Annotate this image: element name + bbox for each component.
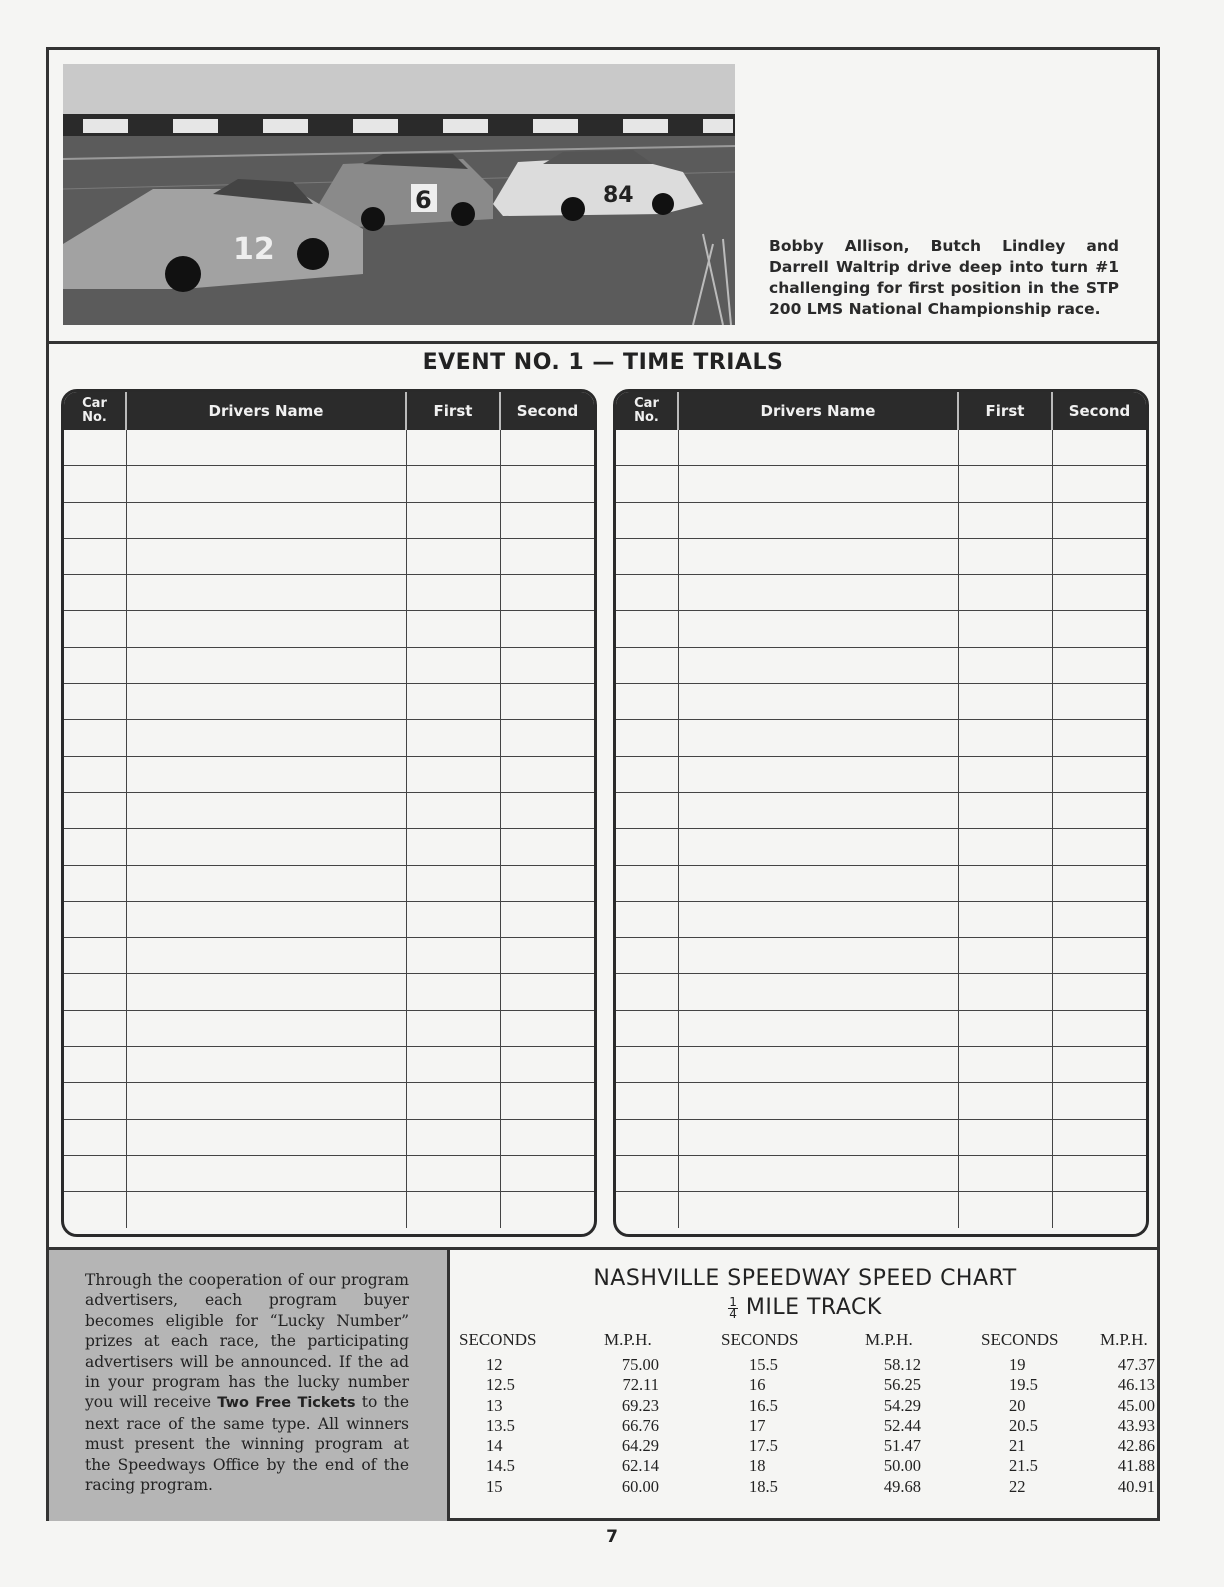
second-time-cell[interactable] bbox=[1052, 720, 1146, 756]
driver-name-cell[interactable] bbox=[678, 938, 958, 974]
driver-name-cell[interactable] bbox=[678, 1083, 958, 1119]
driver-name-cell[interactable] bbox=[126, 538, 406, 574]
car-no-cell[interactable] bbox=[64, 756, 126, 792]
mph-value: 60.00 bbox=[621, 1476, 659, 1496]
table-row bbox=[64, 1155, 594, 1191]
mph-value: 42.86 bbox=[1117, 1436, 1155, 1456]
car-no-cell[interactable] bbox=[616, 1192, 678, 1228]
table-row bbox=[64, 684, 594, 720]
car-no-cell[interactable] bbox=[64, 1119, 126, 1155]
second-time-cell[interactable] bbox=[500, 538, 594, 574]
second-time-cell[interactable] bbox=[1052, 756, 1146, 792]
second-time-cell[interactable] bbox=[500, 938, 594, 974]
car-number-84: 84 bbox=[603, 183, 634, 208]
second-time-cell[interactable] bbox=[500, 1192, 594, 1228]
driver-name-cell[interactable] bbox=[126, 466, 406, 502]
driver-name-cell[interactable] bbox=[126, 1083, 406, 1119]
table-row bbox=[616, 1047, 1146, 1083]
first-time-cell[interactable] bbox=[406, 1083, 500, 1119]
first-time-cell[interactable] bbox=[406, 647, 500, 683]
seconds-value: 13 bbox=[486, 1395, 503, 1415]
table-row bbox=[616, 1192, 1146, 1228]
bottom-section bbox=[49, 1247, 1157, 1521]
lucky-number-box bbox=[49, 1250, 450, 1521]
driver-name-cell[interactable] bbox=[126, 1155, 406, 1191]
first-time-cell[interactable] bbox=[406, 611, 500, 647]
driver-name-cell[interactable] bbox=[126, 1010, 406, 1046]
mph-value: 58.12 bbox=[883, 1355, 921, 1374]
second-time-cell[interactable] bbox=[1052, 829, 1146, 865]
car-no-cell[interactable] bbox=[64, 1047, 126, 1083]
driver-name-cell[interactable] bbox=[678, 430, 958, 466]
car-no-cell[interactable] bbox=[64, 901, 126, 937]
driver-name-cell[interactable] bbox=[678, 756, 958, 792]
driver-name-cell[interactable] bbox=[678, 1047, 958, 1083]
table-row bbox=[616, 1119, 1146, 1155]
driver-name-cell[interactable] bbox=[126, 1047, 406, 1083]
driver-name-cell[interactable] bbox=[678, 538, 958, 574]
first-time-cell[interactable] bbox=[406, 466, 500, 502]
second-time-cell[interactable] bbox=[1052, 611, 1146, 647]
first-time-cell[interactable] bbox=[406, 974, 500, 1010]
second-time-cell[interactable] bbox=[1052, 1119, 1146, 1155]
car-no-cell[interactable] bbox=[64, 502, 126, 538]
car-no-cell[interactable] bbox=[64, 1155, 126, 1191]
car-no-cell[interactable] bbox=[616, 865, 678, 901]
car-no-cell[interactable] bbox=[64, 865, 126, 901]
second-time-cell[interactable] bbox=[1052, 538, 1146, 574]
car-no-cell[interactable] bbox=[616, 1119, 678, 1155]
car-number-12: 12 bbox=[233, 232, 275, 267]
car-no-cell[interactable] bbox=[64, 720, 126, 756]
car-no-cell[interactable] bbox=[616, 901, 678, 937]
driver-name-cell[interactable] bbox=[678, 1119, 958, 1155]
first-time-cell[interactable] bbox=[406, 538, 500, 574]
mph-value: 40.91 bbox=[1117, 1476, 1155, 1496]
first-time-cell[interactable] bbox=[958, 611, 1052, 647]
mph-header: M.P.H. bbox=[865, 1330, 913, 1349]
second-time-cell[interactable] bbox=[500, 720, 594, 756]
first-time-cell[interactable] bbox=[406, 792, 500, 828]
car-no-cell[interactable] bbox=[616, 1155, 678, 1191]
mph-value: 50.00 bbox=[883, 1456, 921, 1476]
car-no-cell[interactable] bbox=[616, 1010, 678, 1046]
table-row bbox=[64, 466, 594, 502]
first-time-cell[interactable] bbox=[406, 1192, 500, 1228]
table-row bbox=[616, 1083, 1146, 1119]
driver-name-cell[interactable] bbox=[678, 792, 958, 828]
car-no-cell[interactable] bbox=[616, 829, 678, 865]
first-time-cell[interactable] bbox=[406, 1119, 500, 1155]
driver-name-cell[interactable] bbox=[126, 865, 406, 901]
mph-value: 75.00 bbox=[621, 1355, 659, 1374]
car-no-cell[interactable] bbox=[64, 430, 126, 466]
seconds-column bbox=[749, 1355, 778, 1497]
driver-name-cell[interactable] bbox=[126, 756, 406, 792]
table-row bbox=[616, 647, 1146, 683]
event-title: EVENT NO. 1 — TIME TRIALS bbox=[422, 350, 784, 375]
speed-chart-title: NASHVILLE SPEEDWAY SPEED CHART bbox=[593, 1266, 1017, 1291]
table-row bbox=[616, 792, 1146, 828]
second-time-cell[interactable] bbox=[500, 1047, 594, 1083]
second-time-cell[interactable] bbox=[500, 647, 594, 683]
mph-value: 46.13 bbox=[1117, 1375, 1155, 1395]
table-row bbox=[616, 1155, 1146, 1191]
first-time-cell[interactable] bbox=[958, 720, 1052, 756]
seconds-value: 20 bbox=[1009, 1395, 1026, 1415]
seconds-value: 13.5 bbox=[486, 1415, 515, 1435]
driver-name-cell[interactable] bbox=[126, 502, 406, 538]
seconds-value: 15 bbox=[486, 1476, 503, 1496]
header-first: First bbox=[406, 392, 500, 430]
table-row bbox=[616, 720, 1146, 756]
car-no-cell[interactable] bbox=[64, 1010, 126, 1046]
driver-name-cell[interactable] bbox=[126, 1192, 406, 1228]
driver-name-cell[interactable] bbox=[126, 720, 406, 756]
table-row bbox=[64, 538, 594, 574]
car-no-cell[interactable] bbox=[64, 974, 126, 1010]
car-no-cell[interactable] bbox=[616, 720, 678, 756]
seconds-value: 19.5 bbox=[1009, 1375, 1038, 1395]
second-time-cell[interactable] bbox=[500, 684, 594, 720]
first-time-cell[interactable] bbox=[958, 647, 1052, 683]
driver-name-cell[interactable] bbox=[678, 901, 958, 937]
table-row bbox=[64, 647, 594, 683]
second-time-cell[interactable] bbox=[500, 974, 594, 1010]
speed-chart-subtitle: $\frac{1}{4}$ MILE TRACK bbox=[729, 1294, 882, 1321]
first-time-cell[interactable] bbox=[958, 430, 1052, 466]
mph-value: 43.93 bbox=[1117, 1415, 1155, 1435]
mph-value: 62.14 bbox=[621, 1456, 659, 1476]
first-time-cell[interactable] bbox=[406, 901, 500, 937]
table-row bbox=[616, 502, 1146, 538]
driver-name-cell[interactable] bbox=[126, 647, 406, 683]
car-no-cell[interactable] bbox=[616, 502, 678, 538]
mph-value: 45.00 bbox=[1117, 1395, 1155, 1415]
first-time-cell[interactable] bbox=[958, 1119, 1052, 1155]
first-time-cell[interactable] bbox=[958, 1010, 1052, 1046]
first-time-cell[interactable] bbox=[958, 865, 1052, 901]
first-time-cell[interactable] bbox=[958, 938, 1052, 974]
header-first: First bbox=[958, 392, 1052, 430]
mph-value: 49.68 bbox=[883, 1476, 921, 1496]
driver-name-cell[interactable] bbox=[678, 466, 958, 502]
first-time-cell[interactable] bbox=[958, 1155, 1052, 1191]
seconds-value: 15.5 bbox=[749, 1355, 778, 1374]
seconds-column bbox=[1009, 1355, 1038, 1497]
table-row bbox=[64, 756, 594, 792]
first-time-cell[interactable] bbox=[958, 1192, 1052, 1228]
car-number-6: 6 bbox=[415, 186, 432, 214]
car-no-cell[interactable] bbox=[616, 974, 678, 1010]
first-time-cell[interactable] bbox=[406, 1010, 500, 1046]
second-time-cell[interactable] bbox=[1052, 1155, 1146, 1191]
second-time-cell[interactable] bbox=[1052, 1083, 1146, 1119]
table-row bbox=[616, 938, 1146, 974]
seconds-column bbox=[486, 1355, 515, 1497]
car-no-cell[interactable] bbox=[64, 647, 126, 683]
table-row bbox=[64, 1010, 594, 1046]
second-time-cell[interactable] bbox=[1052, 901, 1146, 937]
table-row bbox=[616, 756, 1146, 792]
header-second: Second bbox=[1052, 392, 1146, 430]
table-row bbox=[64, 1119, 594, 1155]
first-time-cell[interactable] bbox=[406, 829, 500, 865]
seconds-value: 20.5 bbox=[1009, 1415, 1038, 1435]
first-time-cell[interactable] bbox=[406, 430, 500, 466]
table-row bbox=[64, 829, 594, 865]
driver-name-cell[interactable] bbox=[126, 1119, 406, 1155]
seconds-value: 16 bbox=[749, 1375, 766, 1395]
driver-name-cell[interactable] bbox=[678, 575, 958, 611]
driver-name-cell[interactable] bbox=[678, 1155, 958, 1191]
table-row bbox=[64, 938, 594, 974]
mph-header: M.P.H. bbox=[604, 1330, 652, 1349]
car-no-cell[interactable] bbox=[616, 684, 678, 720]
driver-name-cell[interactable] bbox=[126, 575, 406, 611]
second-time-cell[interactable] bbox=[1052, 1047, 1146, 1083]
seconds-value: 22 bbox=[1009, 1476, 1026, 1496]
second-time-cell[interactable] bbox=[500, 865, 594, 901]
page-frame bbox=[46, 47, 1160, 1521]
table-row bbox=[64, 502, 594, 538]
second-time-cell[interactable] bbox=[500, 466, 594, 502]
car-no-cell[interactable] bbox=[616, 1047, 678, 1083]
second-time-cell[interactable] bbox=[500, 901, 594, 937]
car-no-cell[interactable] bbox=[64, 792, 126, 828]
mph-header: M.P.H. bbox=[1100, 1330, 1148, 1349]
car-no-cell[interactable] bbox=[616, 938, 678, 974]
first-time-cell[interactable] bbox=[406, 1047, 500, 1083]
table-row bbox=[616, 901, 1146, 937]
first-time-cell[interactable] bbox=[406, 938, 500, 974]
seconds-value: 16.5 bbox=[749, 1395, 778, 1415]
table-row bbox=[616, 538, 1146, 574]
first-time-cell[interactable] bbox=[406, 502, 500, 538]
seconds-value: 18 bbox=[749, 1456, 766, 1476]
table-row bbox=[616, 611, 1146, 647]
table-row bbox=[64, 1047, 594, 1083]
second-time-cell[interactable] bbox=[1052, 1192, 1146, 1228]
seconds-value: 19 bbox=[1009, 1355, 1026, 1374]
second-time-cell[interactable] bbox=[1052, 575, 1146, 611]
seconds-value: 14 bbox=[486, 1436, 503, 1456]
second-time-cell[interactable] bbox=[1052, 430, 1146, 466]
first-time-cell[interactable] bbox=[958, 756, 1052, 792]
seconds-value: 17 bbox=[749, 1415, 766, 1435]
second-time-cell[interactable] bbox=[500, 756, 594, 792]
car-no-cell[interactable] bbox=[64, 829, 126, 865]
seconds-value: 12 bbox=[486, 1355, 503, 1374]
first-time-cell[interactable] bbox=[958, 901, 1052, 937]
time-trials-table-right bbox=[613, 389, 1149, 1237]
table-row bbox=[64, 575, 594, 611]
seconds-value: 14.5 bbox=[486, 1456, 515, 1476]
mph-value: 41.88 bbox=[1117, 1456, 1155, 1476]
table-row bbox=[616, 974, 1146, 1010]
table-row bbox=[616, 466, 1146, 502]
second-time-cell[interactable] bbox=[1052, 466, 1146, 502]
first-time-cell[interactable] bbox=[406, 684, 500, 720]
mph-column bbox=[861, 1355, 921, 1497]
first-time-cell[interactable] bbox=[958, 684, 1052, 720]
first-time-cell[interactable] bbox=[958, 575, 1052, 611]
seconds-header: SECONDS bbox=[981, 1330, 1059, 1349]
mph-value: 52.44 bbox=[883, 1415, 921, 1435]
second-time-cell[interactable] bbox=[500, 611, 594, 647]
car-no-cell[interactable] bbox=[616, 1083, 678, 1119]
second-time-cell[interactable] bbox=[1052, 938, 1146, 974]
driver-name-cell[interactable] bbox=[126, 829, 406, 865]
driver-name-cell[interactable] bbox=[678, 502, 958, 538]
first-time-cell[interactable] bbox=[406, 1155, 500, 1191]
driver-name-cell[interactable] bbox=[678, 865, 958, 901]
second-time-cell[interactable] bbox=[1052, 865, 1146, 901]
table-row bbox=[616, 829, 1146, 865]
header-second: Second bbox=[500, 392, 594, 430]
seconds-value: 18.5 bbox=[749, 1476, 778, 1496]
first-time-cell[interactable] bbox=[958, 792, 1052, 828]
race-photo bbox=[63, 64, 735, 325]
page-number: 7 bbox=[606, 1527, 618, 1547]
driver-name-cell[interactable] bbox=[126, 974, 406, 1010]
first-time-cell[interactable] bbox=[958, 538, 1052, 574]
driver-name-cell[interactable] bbox=[126, 792, 406, 828]
table-row bbox=[616, 684, 1146, 720]
header-car-no: Car No. bbox=[616, 392, 678, 430]
car-no-cell[interactable] bbox=[64, 466, 126, 502]
table-row bbox=[64, 974, 594, 1010]
mph-value: 51.47 bbox=[883, 1436, 921, 1456]
second-time-cell[interactable] bbox=[500, 575, 594, 611]
car-no-cell[interactable] bbox=[616, 430, 678, 466]
second-time-cell[interactable] bbox=[500, 1083, 594, 1119]
second-time-cell[interactable] bbox=[500, 1119, 594, 1155]
car-no-cell[interactable] bbox=[616, 466, 678, 502]
mph-column bbox=[599, 1355, 659, 1497]
second-time-cell[interactable] bbox=[500, 792, 594, 828]
table-row bbox=[64, 1083, 594, 1119]
header-drivers-name: Drivers Name bbox=[678, 392, 958, 430]
header-drivers-name: Drivers Name bbox=[126, 392, 406, 430]
driver-name-cell[interactable] bbox=[678, 647, 958, 683]
seconds-header: SECONDS bbox=[721, 1330, 799, 1349]
car-no-cell[interactable] bbox=[64, 611, 126, 647]
photo-caption: Bobby Allison, Butch Lindley and Darrell Waltrip drive deep into turn #1 challenging for first position in the STP 200 LMS National Championship race. bbox=[769, 237, 1119, 318]
first-time-cell[interactable] bbox=[958, 502, 1052, 538]
table-row bbox=[616, 575, 1146, 611]
second-time-cell[interactable] bbox=[1052, 684, 1146, 720]
table-row bbox=[616, 1010, 1146, 1046]
car-no-cell[interactable] bbox=[616, 756, 678, 792]
table-row bbox=[64, 430, 594, 466]
first-time-cell[interactable] bbox=[958, 1047, 1052, 1083]
seconds-header: SECONDS bbox=[459, 1330, 537, 1349]
mph-value: 64.29 bbox=[621, 1436, 659, 1456]
first-time-cell[interactable] bbox=[406, 575, 500, 611]
car-no-cell[interactable] bbox=[64, 1192, 126, 1228]
driver-name-cell[interactable] bbox=[126, 611, 406, 647]
car-no-cell[interactable] bbox=[616, 792, 678, 828]
time-trials-table-left bbox=[61, 389, 597, 1237]
mph-value: 56.25 bbox=[883, 1375, 921, 1395]
second-time-cell[interactable] bbox=[500, 1155, 594, 1191]
lucky-number-text: Through the cooperation of our program advertisers, each program buyer becomes eligible for “Lucky Number” prizes at each race, the participating advertisers will be announced. If the ad in your program has the lucky number you will receive Two Free Tickets to the next race of the same type. All winners must present the winning program at the Speedways Office by the end of the racing program. bbox=[85, 1271, 409, 1495]
table-row bbox=[64, 792, 594, 828]
second-time-cell[interactable] bbox=[500, 1010, 594, 1046]
first-time-cell[interactable] bbox=[958, 829, 1052, 865]
table-row bbox=[64, 611, 594, 647]
mph-value: 66.76 bbox=[621, 1415, 659, 1435]
mph-value: 69.23 bbox=[621, 1395, 659, 1415]
table-row bbox=[64, 901, 594, 937]
driver-name-cell[interactable] bbox=[678, 974, 958, 1010]
table-row bbox=[64, 720, 594, 756]
second-time-cell[interactable] bbox=[1052, 792, 1146, 828]
header-car-no: Car No. bbox=[64, 392, 126, 430]
table-row bbox=[616, 865, 1146, 901]
mph-value: 54.29 bbox=[883, 1395, 921, 1415]
car-no-cell[interactable] bbox=[616, 575, 678, 611]
seconds-value: 17.5 bbox=[749, 1436, 778, 1456]
car-no-cell[interactable] bbox=[616, 647, 678, 683]
car-no-cell[interactable] bbox=[64, 938, 126, 974]
mph-value: 72.11 bbox=[622, 1375, 659, 1395]
driver-name-cell[interactable] bbox=[126, 938, 406, 974]
first-time-cell[interactable] bbox=[406, 720, 500, 756]
first-time-cell[interactable] bbox=[958, 1083, 1052, 1119]
car-no-cell[interactable] bbox=[64, 1083, 126, 1119]
photo-section bbox=[49, 50, 1157, 344]
first-time-cell[interactable] bbox=[406, 865, 500, 901]
driver-name-cell[interactable] bbox=[126, 684, 406, 720]
second-time-cell[interactable] bbox=[500, 502, 594, 538]
car-no-cell[interactable] bbox=[64, 684, 126, 720]
car-no-cell[interactable] bbox=[64, 575, 126, 611]
second-time-cell[interactable] bbox=[500, 430, 594, 466]
table-row bbox=[64, 865, 594, 901]
car-no-cell[interactable] bbox=[64, 538, 126, 574]
second-time-cell[interactable] bbox=[1052, 1010, 1146, 1046]
second-time-cell[interactable] bbox=[1052, 974, 1146, 1010]
driver-name-cell[interactable] bbox=[678, 829, 958, 865]
driver-name-cell[interactable] bbox=[126, 901, 406, 937]
second-time-cell[interactable] bbox=[1052, 502, 1146, 538]
car-no-cell[interactable] bbox=[616, 611, 678, 647]
table-row bbox=[616, 430, 1146, 466]
driver-name-cell[interactable] bbox=[678, 611, 958, 647]
seconds-value: 21.5 bbox=[1009, 1456, 1038, 1476]
table-row bbox=[64, 1192, 594, 1228]
driver-name-cell[interactable] bbox=[678, 720, 958, 756]
quarter-fraction: $\frac{1}{4}$ bbox=[729, 1294, 738, 1321]
mph-column bbox=[1095, 1355, 1155, 1497]
driver-name-cell[interactable] bbox=[678, 1192, 958, 1228]
driver-name-cell[interactable] bbox=[678, 1010, 958, 1046]
mph-value: 47.37 bbox=[1117, 1355, 1155, 1374]
first-time-cell[interactable] bbox=[958, 466, 1052, 502]
car-no-cell[interactable] bbox=[616, 538, 678, 574]
driver-name-cell[interactable] bbox=[678, 684, 958, 720]
seconds-value: 21 bbox=[1009, 1436, 1026, 1456]
first-time-cell[interactable] bbox=[958, 974, 1052, 1010]
seconds-value: 12.5 bbox=[486, 1375, 515, 1395]
first-time-cell[interactable] bbox=[406, 756, 500, 792]
driver-name-cell[interactable] bbox=[126, 430, 406, 466]
second-time-cell[interactable] bbox=[1052, 647, 1146, 683]
second-time-cell[interactable] bbox=[500, 829, 594, 865]
